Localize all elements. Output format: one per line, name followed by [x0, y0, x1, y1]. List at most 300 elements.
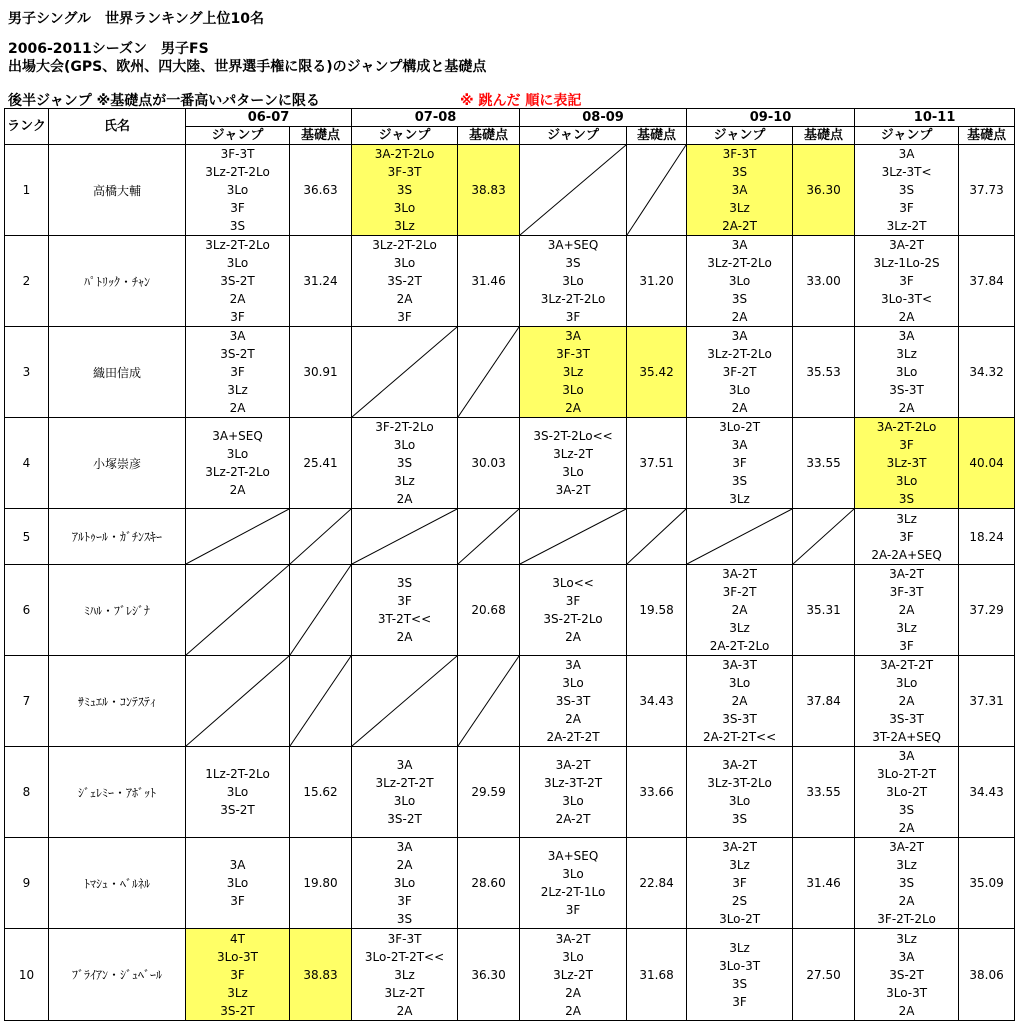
base-score-cell: 30.03: [458, 418, 520, 509]
base-score-cell: 36.30: [793, 145, 855, 236]
jump-entry: 3A: [731, 329, 748, 343]
jump-entry: 3A: [898, 329, 915, 343]
jump-list-cell: [520, 236, 627, 327]
jump-entry: 3Lo: [728, 794, 751, 808]
slash-line: [290, 656, 351, 746]
jump-entry: 3Lz-2T-2Lo: [205, 238, 270, 252]
base-score-cell: 35.53: [793, 327, 855, 418]
jump-list-cell: [352, 145, 458, 236]
jump-entry: 3S: [731, 474, 748, 488]
jump-entry: 2A: [396, 292, 413, 306]
jump-list-cell: [520, 929, 627, 1021]
not-entered-jump-cell: [520, 509, 627, 565]
not-entered-score-cell: [627, 145, 687, 236]
name-header: 氏名: [49, 109, 186, 145]
jump-entry: 3Lo: [562, 949, 584, 964]
jump-entry: 4T: [230, 931, 245, 946]
jump-list-cell: [855, 509, 959, 565]
jump-entry: 3F: [899, 529, 914, 544]
base-score-cell: 35.42: [627, 327, 687, 418]
jump-entry: 3Lz-2T: [886, 219, 927, 233]
jump-entry: 2A: [565, 630, 581, 644]
base-score-cell: 34.43: [959, 747, 1015, 838]
base-score-cell: 29.59: [458, 747, 520, 838]
jump-entry: 3A: [731, 183, 748, 197]
table-row: [5, 418, 1015, 509]
jump-entry: 3Lo: [562, 867, 584, 881]
jump-list-cell: [186, 838, 290, 929]
jump-entry: 3S: [731, 812, 748, 826]
base-score-cell: 37.51: [627, 418, 687, 509]
jump-entry: 3A: [396, 840, 413, 854]
scope-subtitle: 出場大会(GPS、欧州、四大陸、世界選手権に限る)のジャンプ構成と基礎点: [8, 59, 487, 75]
jump-entry: 3A: [229, 329, 246, 343]
jump-entry: 3F-3T: [722, 147, 757, 161]
jump-entry: 3F-2T: [722, 585, 757, 599]
jump-entry: 3S-3T: [889, 712, 924, 726]
rank-header: ランク: [5, 109, 49, 145]
jump-entry: 3A-2T-2Lo: [876, 420, 937, 434]
jump-entry: 3T-2T<<: [377, 612, 432, 626]
jump-entry: 3F: [397, 310, 412, 324]
jump-entry: 3F-3T: [387, 165, 422, 179]
jump-entry: 3S-2T: [889, 967, 924, 982]
jump-entry: 3A-2T: [555, 758, 591, 772]
jump-entry: 2S: [731, 894, 748, 908]
not-entered-jump-cell: [186, 509, 290, 565]
not-entered-score-cell: [290, 656, 352, 747]
jump-entry: 3F-3T: [387, 931, 422, 946]
jump-entry: 3A: [565, 658, 581, 672]
slash-line: [458, 656, 519, 746]
skater-name: ｼﾞｪﾚﾐｰ・ｱﾎﾞｯﾄ: [49, 747, 186, 838]
jump-entry: 3S: [898, 492, 915, 506]
jump-entry: 2A: [898, 1003, 915, 1018]
slash-line: [186, 565, 289, 655]
score-header: 基礎点: [959, 127, 1015, 145]
jump-list-cell: [855, 747, 959, 838]
slash-line: [290, 509, 351, 564]
jump-entry: 3Lz-2T-2Lo: [205, 465, 270, 479]
jump-entry: 2A: [565, 1003, 581, 1018]
jump-entry: 3Lo: [393, 256, 416, 270]
jump-entry: 3Lo-3T: [217, 949, 258, 964]
season-header: 10-11: [855, 109, 1015, 127]
jump-entry: 2A: [898, 310, 915, 324]
jump-entry: 3Lo-2T: [886, 785, 928, 799]
jump-list-cell: [687, 929, 793, 1021]
jump-entry: 2A-2T: [722, 219, 757, 233]
diagonal-slash: [627, 509, 686, 564]
score-header: 基礎点: [290, 127, 352, 145]
jump-entry: 3Lo-3T: [886, 985, 928, 1000]
jump-entry: 3S: [229, 219, 246, 233]
jump-entry: 3Lo: [226, 183, 249, 197]
jump-list-cell: [520, 327, 627, 418]
diagonal-slash: [352, 327, 457, 417]
rank-cell: 9: [5, 838, 49, 929]
diagonal-slash: [458, 656, 519, 746]
base-score-cell: 37.84: [793, 656, 855, 747]
jump-list-cell: [352, 838, 458, 929]
base-score-cell: 31.68: [627, 929, 687, 1021]
jump-entry: 3Lo: [562, 465, 584, 479]
base-score-cell: 19.58: [627, 565, 687, 656]
skater-name: ﾄﾏｼｭ・ﾍﾞﾙﾈﾙ: [49, 838, 186, 929]
not-entered-score-cell: [458, 509, 520, 565]
rank-cell: 3: [5, 327, 49, 418]
jump-entry: 3F: [565, 903, 581, 917]
not-entered-score-cell: [290, 509, 352, 565]
jump-entry: 3S: [731, 292, 748, 306]
skater-name: ﾊﾟﾄﾘｯｸ・ﾁｬﾝ: [49, 236, 186, 327]
jump-entry: 2A: [731, 694, 748, 708]
base-score-cell: 33.66: [627, 747, 687, 838]
jump-entry: 3A-2T: [889, 567, 924, 581]
season-subtitle: 2006-2011シーズン 男子FS: [8, 41, 209, 57]
jump-list-cell: [352, 565, 458, 656]
jump-list-cell: [855, 145, 959, 236]
base-score-cell: 37.29: [959, 565, 1015, 656]
jump-entry: 3A-2T: [722, 567, 757, 581]
jump-entry: 3Lz: [896, 858, 917, 872]
jump-entry: 3Lz-2T-2Lo: [540, 292, 606, 306]
jump-entry: 3Lo: [562, 794, 584, 808]
season-header: 08-09: [520, 109, 687, 127]
jump-entry: 3Lz: [896, 931, 917, 946]
base-score-cell: 33.55: [793, 418, 855, 509]
jump-entry: 3Lz: [394, 474, 415, 488]
jump-entry: 2A: [396, 492, 413, 506]
slash-line: [458, 509, 519, 564]
jump-entry: 3Lo: [895, 365, 918, 379]
jump-entry: 3F: [230, 201, 245, 215]
jump-entry: 3Lz-3T-2Lo: [707, 776, 772, 790]
skater-name: ｻﾐｭｴﾙ・ｺﾝﾃｽﾃｨ: [49, 656, 186, 747]
jump-list-cell: [687, 418, 793, 509]
slash-line: [352, 327, 457, 417]
slash-line: [520, 145, 626, 235]
jump-entry: 3Lz: [729, 621, 750, 635]
jump-entry: 3F-3T: [889, 585, 924, 599]
jump-header: ジャンプ: [855, 127, 959, 145]
jump-entry: 3Lz: [729, 858, 750, 872]
not-entered-jump-cell: [186, 565, 290, 656]
jump-entry: 3S: [396, 576, 413, 590]
jump-entry: 3F-2T: [722, 365, 757, 379]
diagonal-slash: [687, 509, 792, 564]
jump-entry: 3F: [732, 994, 747, 1009]
jump-entry: 3Lo: [393, 438, 416, 452]
jump-entry: 3A: [229, 858, 246, 872]
rank-cell: 6: [5, 565, 49, 656]
skater-name: ﾌﾞﾗｲｱﾝ・ｼﾞｭﾍﾞｰﾙ: [49, 929, 186, 1021]
table-row: [5, 747, 1015, 838]
season-header: 09-10: [687, 109, 855, 127]
not-entered-score-cell: [290, 565, 352, 656]
base-score-cell: 38.06: [959, 929, 1015, 1021]
jump-entry: 3A-3T: [722, 658, 757, 672]
base-score-cell: 31.46: [458, 236, 520, 327]
table-row: [5, 565, 1015, 656]
jump-list-cell: [687, 656, 793, 747]
table-row: [5, 145, 1015, 236]
jump-entry: 3F: [732, 876, 747, 890]
jump-entry: 3Lo-2T: [719, 420, 761, 434]
jump-entry: 3Lo: [226, 785, 249, 799]
diagonal-slash: [793, 509, 854, 564]
jump-entry: 3F-2T-2Lo: [877, 912, 936, 926]
diagonal-slash: [520, 145, 626, 235]
table-row: [5, 929, 1015, 1021]
jump-entry: 3Lz-2T-2Lo: [707, 347, 772, 361]
jump-header: ジャンプ: [520, 127, 627, 145]
jump-entry: 3Lo: [226, 256, 249, 270]
jump-entry: 3A: [898, 749, 915, 763]
score-header: 基礎点: [793, 127, 855, 145]
diagonal-slash: [352, 509, 457, 564]
jump-header: ジャンプ: [186, 127, 290, 145]
jump-entry: 3S-2T: [220, 803, 255, 817]
base-score-cell: 27.50: [793, 929, 855, 1021]
jump-entry: 2A: [229, 292, 246, 306]
jump-entry: 3Lo-3T<: [881, 292, 933, 306]
skater-name: 織田信成: [49, 327, 186, 418]
jump-entry: 3A: [731, 438, 748, 452]
rank-cell: 8: [5, 747, 49, 838]
jump-entry: 3Lz-2T-2T: [375, 776, 434, 790]
jump-entry: 3S: [396, 912, 413, 926]
not-entered-jump-cell: [352, 509, 458, 565]
jump-list-cell: [855, 838, 959, 929]
jump-entry: 3T-2A+SEQ: [872, 730, 941, 744]
jump-entry: 3S-2T-2Lo: [543, 612, 603, 626]
rank-cell: 4: [5, 418, 49, 509]
jump-list-cell: [352, 747, 458, 838]
jump-entry: 3A: [898, 147, 915, 161]
jump-entry: 3A: [396, 758, 413, 772]
jump-entry: 2A: [898, 603, 915, 617]
jump-entry: 3A-2T: [722, 758, 757, 772]
diagonal-slash: [352, 656, 457, 746]
base-score-cell: 37.31: [959, 656, 1015, 747]
table-row: [5, 838, 1015, 929]
base-score-cell: 22.84: [627, 838, 687, 929]
jump-entry: 3Lz: [729, 201, 750, 215]
table-row: [5, 656, 1015, 747]
skater-name: 小塚崇彦: [49, 418, 186, 509]
jump-entry: 3Lo: [393, 876, 416, 890]
jump-entry: 2A: [731, 401, 748, 415]
diagonal-slash: [290, 565, 351, 655]
jump-entry: 3S-2T: [220, 1003, 255, 1018]
jump-list-cell: [855, 418, 959, 509]
jump-entry: 3S: [396, 456, 413, 470]
slash-line: [186, 656, 289, 746]
slash-line: [352, 509, 457, 564]
base-score-cell: 35.09: [959, 838, 1015, 929]
jump-entry: 2A: [565, 985, 581, 1000]
jump-entry: 3Lz: [394, 967, 415, 982]
rank-cell: 5: [5, 509, 49, 565]
jump-entry: 3Lo-2T-2T<<: [364, 949, 445, 964]
jump-entry: 3Lo: [562, 383, 584, 397]
jump-entry: 3F: [397, 894, 412, 908]
jump-entry: 3S-2T: [387, 812, 422, 826]
jump-entry: 3Lo: [895, 676, 918, 690]
score-header: 基礎点: [458, 127, 520, 145]
base-score-cell: 40.04: [959, 418, 1015, 509]
jump-entry: 3S-2T: [387, 274, 422, 288]
jump-entry: 3S: [731, 165, 748, 179]
diagonal-slash: [186, 509, 289, 564]
base-score-cell: 31.24: [290, 236, 352, 327]
jump-list-cell: [687, 327, 793, 418]
jump-entry: 3F: [565, 594, 581, 608]
jump-entry: 3S: [898, 876, 915, 890]
jump-entry: 3Lo: [226, 876, 249, 890]
jump-entry: 3F: [230, 310, 245, 324]
jump-entry: 3A: [731, 238, 748, 252]
jump-entry: 3Lz: [562, 365, 584, 379]
jump-entry: 3F-3T: [556, 347, 590, 361]
rank-cell: 1: [5, 145, 49, 236]
slash-line: [627, 509, 686, 564]
jump-list-cell: [855, 327, 959, 418]
jump-entry: 3Lz-3T<: [881, 165, 932, 179]
jump-entry: 2A: [898, 694, 915, 708]
jump-entry: 3F: [230, 894, 245, 908]
order-note: ※ 跳んだ 順に表記: [460, 93, 582, 109]
season-header: 06-07: [186, 109, 352, 127]
jump-entry: 3Lz: [227, 383, 248, 397]
jump-entry: 3Lo: [728, 676, 751, 690]
jump-entry: 3Lo<<: [552, 576, 594, 590]
jump-header: ジャンプ: [687, 127, 793, 145]
not-entered-jump-cell: [352, 327, 458, 418]
jump-entry: 3F: [899, 201, 914, 215]
jump-entry: 3Lo: [728, 274, 751, 288]
jump-list-cell: [520, 656, 627, 747]
table-row: [5, 327, 1015, 418]
jump-entry: 3A-2T: [555, 931, 591, 946]
base-score-cell: 37.73: [959, 145, 1015, 236]
diagonal-slash: [458, 327, 519, 417]
slash-line: [458, 327, 519, 417]
slash-line: [793, 509, 854, 564]
jump-entry: 2A-2T-2T<<: [702, 730, 777, 744]
slash-line: [290, 565, 351, 655]
jump-list-cell: [687, 747, 793, 838]
jump-entry: 3A-2T: [722, 840, 757, 854]
not-entered-jump-cell: [352, 656, 458, 747]
rank-cell: 2: [5, 236, 49, 327]
jump-entry: 3S: [565, 256, 581, 270]
diagonal-slash: [186, 656, 289, 746]
jump-entry: 3S-3T: [889, 383, 924, 397]
jump-entry: 3Lz: [394, 219, 415, 233]
jump-entry: 3A: [898, 949, 915, 964]
jump-entry: 3F-2T-2Lo: [375, 420, 434, 434]
jump-entry: 2A: [898, 401, 915, 415]
jump-entry: 3Lo: [895, 474, 918, 488]
jump-entry: 3Lz-2T: [553, 447, 593, 461]
table-row: [5, 509, 1015, 565]
jump-entry: 3Lo-2T-2T: [876, 767, 937, 781]
base-score-cell: 38.83: [290, 929, 352, 1021]
base-score-cell: 31.20: [627, 236, 687, 327]
jump-list-cell: [352, 929, 458, 1021]
jump-entry: 3A-2T: [889, 238, 924, 252]
jump-entry: 3S: [731, 976, 748, 991]
jump-header: ジャンプ: [352, 127, 458, 145]
base-score-cell: 38.83: [458, 145, 520, 236]
second-half-note: 後半ジャンプ ※基礎点が一番高いパターンに限る: [8, 93, 320, 109]
jump-entry: 3S-3T: [722, 712, 757, 726]
jump-entry: 3A+SEQ: [547, 849, 599, 863]
jump-entry: 3F: [899, 438, 914, 452]
jump-entry: 3A+SEQ: [212, 429, 263, 443]
not-entered-score-cell: [458, 327, 520, 418]
jump-entry: 3Lz-1Lo-2S: [873, 256, 940, 270]
jump-entry: 2A-2T-2Lo: [709, 639, 770, 653]
base-score-cell: 31.46: [793, 838, 855, 929]
not-entered-jump-cell: [186, 656, 290, 747]
slash-line: [352, 656, 457, 746]
skater-name: 高橋大輔: [49, 145, 186, 236]
jump-list-cell: [520, 418, 627, 509]
jump-entry: 1Lz-2T-2Lo: [205, 767, 270, 781]
jump-entry: 3F: [899, 274, 914, 288]
jump-entry: 3Lo-2T: [719, 912, 761, 926]
base-score-cell: 28.60: [458, 838, 520, 929]
jump-entry: 2A: [396, 858, 413, 872]
jump-list-cell: [186, 236, 290, 327]
jump-entry: 3F: [230, 967, 245, 982]
jump-entry: 3Lo: [393, 201, 416, 215]
jump-entry: 3Lo: [562, 274, 584, 288]
jump-entry: 3Lz-3T: [886, 456, 927, 470]
jump-entry: 2A: [396, 630, 413, 644]
base-score-cell: 25.41: [290, 418, 352, 509]
jump-entry: 3A-2T-2Lo: [374, 147, 435, 161]
base-score-cell: 34.43: [627, 656, 687, 747]
slash-line: [186, 509, 289, 564]
jump-list-cell: [687, 838, 793, 929]
jump-entry: 3F: [732, 456, 747, 470]
jump-list-cell: [186, 145, 290, 236]
jump-entry: 3Lz-2T: [553, 967, 593, 982]
jump-entry: 3Lz-2T-2Lo: [372, 238, 437, 252]
not-entered-score-cell: [458, 656, 520, 747]
jump-entry: 3S: [396, 183, 413, 197]
jump-entry: 3A: [565, 329, 581, 343]
jump-entry: 3Lo-3T: [719, 958, 761, 973]
jump-list-cell: [855, 236, 959, 327]
jump-entry: 3Lo: [728, 383, 751, 397]
jump-list-cell: [186, 929, 290, 1021]
jump-entry: 2A: [229, 401, 246, 415]
jump-list-cell: [186, 418, 290, 509]
diagonal-slash: [458, 509, 519, 564]
not-entered-jump-cell: [520, 145, 627, 236]
jump-entry: 2A: [898, 894, 915, 908]
rank-cell: 10: [5, 929, 49, 1021]
base-score-cell: 33.00: [793, 236, 855, 327]
jump-entry: 3Lz-2T-2Lo: [205, 165, 270, 179]
jump-list-cell: [520, 747, 627, 838]
jump-list-cell: [855, 929, 959, 1021]
